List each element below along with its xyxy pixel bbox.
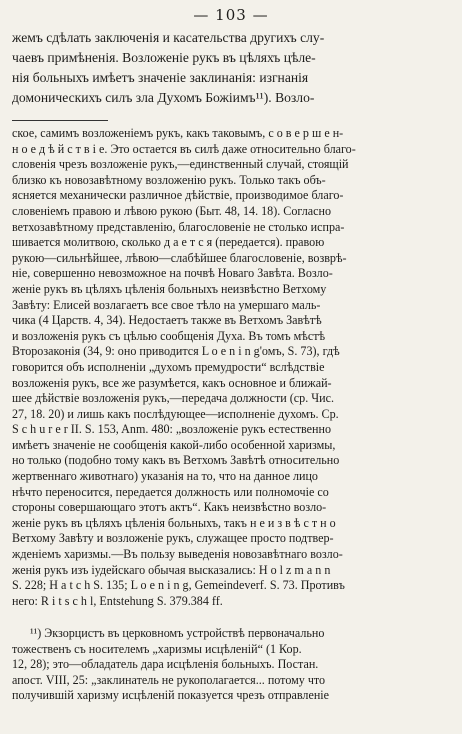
- footnote-line: апост. VIII, 25: „заклинатель не рукополагается... потому что: [12, 672, 326, 687]
- footnote-line: получившій харизму исцѣленій показуется чрезъ отправленіе: [12, 688, 330, 703]
- footnote-line: нѣчто переносится, передается должность или полномочіе со: [12, 484, 329, 499]
- footnote-line: тожественъ съ носителемъ „харизмы исцѣленій“ (1 Кор.: [12, 641, 302, 656]
- footnote-line: шивается молитвою, сколько д а е т с я (передается). правою: [12, 235, 325, 250]
- footnote-line: н о е д ѣ й с т в і е. Это остается въ силѣ даже относительно благо-: [12, 141, 356, 156]
- footnote-line: стороны совершающаго этотъ актъ“. Какъ неизвѣстно возло-: [12, 500, 327, 515]
- footnote-line: 27, 18. 20) и лишь какъ послѣдующее—исполненіе духомъ. Ср.: [12, 406, 339, 421]
- footnote-line: S. 228; H a t c h S. 135; L o e n i n g, Gemeindeverf. S. 73. Противъ: [12, 578, 345, 593]
- footnote-line: словенія чрезъ возложеніе рукъ,—единственный случай, стоящій: [12, 157, 349, 172]
- footnote-line: женія рукъ изъ іудейскаго обычая высказались: H o l z m a n n: [12, 562, 331, 577]
- footnote-line: жденіемъ харизмы.—Въ пользу выведенія новозавѣтнаго возло-: [12, 547, 343, 562]
- footnote-divider: [12, 120, 108, 121]
- footnote-line: чика (4 Царств. 4, 34). Недостаетъ также въ Ветхомъ Завѣтѣ: [12, 313, 322, 328]
- footnote-line: и возложенія рукъ съ цѣлью сообщенія Духа. Въ томъ мѣстѣ: [12, 328, 326, 343]
- footnote-line: него: R i t s c h l, Entstehung S. 379.384 ff.: [12, 593, 223, 608]
- footnote-line: ское, самимъ возложеніемъ рукъ, какъ таковымъ, с о в е р ш е н-: [12, 126, 344, 140]
- footnote-line: но только (подобно тому какъ въ Ветхомъ Завѣтѣ относительно: [12, 453, 340, 468]
- footnote-11: [12, 626, 452, 704]
- footnote-line: возложенія рукъ, все же разумѣется, какъ основное и ближай-: [12, 375, 332, 390]
- footnote-line: Ветхому Завѣту и возложеніе рукъ, служащее просто подтвер-: [12, 531, 334, 546]
- main-text-line: домоническихъ силъ зла Духомъ Божіимъ¹¹). Возло-: [12, 90, 315, 105]
- footnote-line: 12, 28); это—обладатель дара исцѣленія больныхъ. Постан.: [12, 657, 319, 672]
- footnote-line: рукою—сильнѣйшее, лѣвою—слабѣйшее благословеніе, возврѣ-: [12, 250, 347, 265]
- footnote-line: S c h u r e r II. S. 153, Anm. 480: „возложеніе рукъ естественно: [12, 422, 332, 437]
- main-text-line: жемъ сдѣлать заключенія и касательства другихъ слу-: [12, 30, 325, 45]
- footnote-line: ¹¹) Экзорцистъ въ церковномъ устройствѣ первоначально: [30, 626, 325, 640]
- main-text-line: чаевъ примѣненія. Возложеніе рукъ въ цѣляхъ цѣле-: [12, 50, 316, 65]
- footnote-line: ветхозавѣтному представленію, благословеніе не столько испра-: [12, 219, 345, 234]
- footnote-line: говорится объ исполненіи „духомъ премудрости“ вслѣдствіе: [12, 359, 325, 374]
- main-text-line: нія больныхъ имѣетъ значеніе заклинанія: изгнанія: [12, 70, 309, 85]
- footnote-line: женіе рукъ въ цѣляхъ цѣленія больныхъ, такъ н е и з в ѣ с т н о: [12, 515, 336, 530]
- footnote-line: ніе, совершенно невозможное на почвѣ Новаго Завѣта. Возло-: [12, 266, 333, 281]
- page-number: — 103 —: [193, 6, 269, 24]
- footnote-line: ясняется механически различное дѣйствіе, производимое благо-: [12, 188, 344, 203]
- footnote-line: близко къ новозавѣтному возложенію рукъ. Только такъ объ-: [12, 172, 326, 187]
- footnote-line: имѣетъ значеніе не сообщенія какой-либо особенной харизмы,: [12, 437, 336, 452]
- continued-footnote: [12, 126, 452, 609]
- footnote-line: Второзаконія (34, 9: оно приводится L o e n i n g'омъ, S. 73), гдѣ: [12, 344, 340, 359]
- footnote-line: словеніемъ правою и лѣвою рукою (Быт. 48, 14. 18). Согласно: [12, 203, 332, 218]
- footnote-line: жертвеннаго животнаго) указанія на то, что на данное лицо: [12, 469, 318, 484]
- footnote-line: Завѣту: Елисей возлагаетъ все свое тѣло на умершаго маль-: [12, 297, 321, 312]
- footnote-line: шее дѣйствіе возложенія рукъ,—передача должности (ср. Чис.: [12, 391, 334, 406]
- footnote-line: женіе рукъ въ цѣляхъ цѣленія больныхъ неизвѣстно Ветхому: [12, 281, 327, 296]
- main-paragraph: [12, 28, 452, 108]
